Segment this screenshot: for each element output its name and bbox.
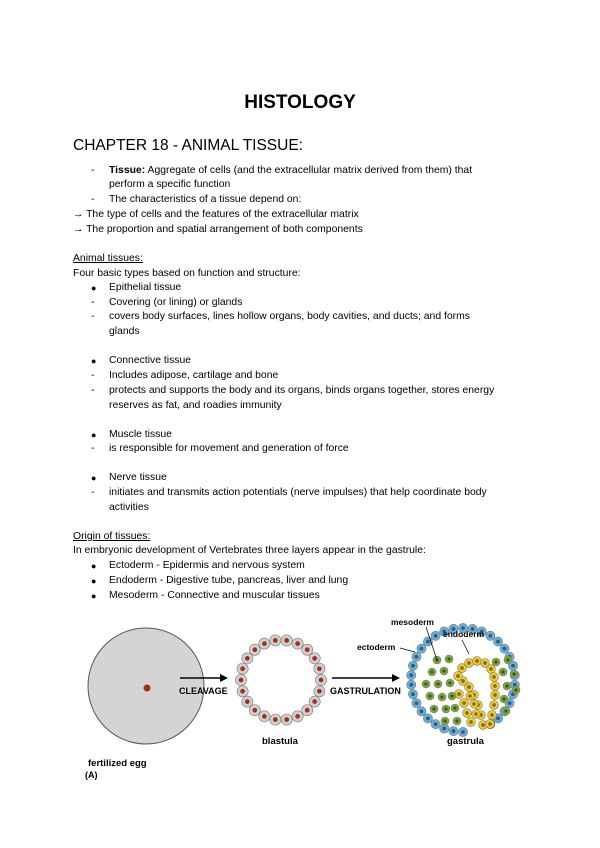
bullet-icon: ● (91, 473, 97, 483)
ectoderm-cell-nucleus (415, 655, 419, 659)
ectoderm-cell-nucleus (411, 692, 415, 696)
connective-d2a: protects and supports the body and its organs, binds organs together, stores energy (109, 385, 495, 396)
mesoderm-cell-nucleus (512, 672, 515, 675)
panel-label: (A) (85, 770, 98, 780)
list-dash: - (91, 487, 95, 498)
characteristics-text: The characteristics of a tissue depend on: (109, 194, 302, 205)
blastula-cell-nucleus (240, 689, 245, 694)
ectoderm-cell-nucleus (409, 683, 413, 687)
ectoderm-cell-nucleus (411, 664, 415, 668)
endoderm-cell-nucleus (457, 692, 461, 696)
origin-item-endoderm: Endoderm - Digestive tube, pancreas, liver and lung (109, 575, 349, 586)
endoderm-cell-nucleus (472, 702, 476, 706)
endoderm-cell-nucleus (468, 694, 472, 698)
endoderm-cell-nucleus (493, 693, 497, 697)
mesoderm-cell-nucleus (442, 669, 445, 672)
endoderm-cell-nucleus (461, 679, 465, 683)
list-dash: - (91, 297, 95, 308)
tissue-term: Tissue: (109, 165, 146, 176)
arrow-line-1: → The type of cells and the features of the extracellular matrix (73, 209, 359, 220)
animal-tissues-intro: Four basic types based on function and structure: (73, 268, 301, 279)
tissue-definition-cont: perform a specific function (109, 179, 231, 190)
mesoderm-cell-nucleus (424, 682, 427, 685)
list-dash: - (91, 385, 95, 396)
mesoderm-cell-nucleus (494, 660, 497, 663)
blastula-cell-nucleus (239, 678, 244, 683)
chapter-heading: CHAPTER 18 - ANIMAL TISSUE: (73, 137, 303, 154)
ectoderm-label: ectoderm (357, 642, 396, 652)
animal-tissues-heading: Animal tissues: (73, 253, 143, 264)
ectoderm-cell-nucleus (452, 729, 456, 733)
endoderm-cell-nucleus (474, 712, 478, 716)
origin-item-ectoderm: Ectoderm - Epidermis and nervous system (109, 560, 305, 571)
mesoderm-cell-nucleus (501, 670, 504, 673)
mesoderm-cell-nucleus (444, 707, 447, 710)
page-title: HISTOLOGY (244, 92, 356, 113)
blastula (235, 635, 326, 725)
bullet-icon: ● (91, 283, 97, 293)
ectoderm-cell-nucleus (409, 673, 413, 677)
nerve-d1b: activities (109, 502, 149, 513)
endoderm-cell-nucleus (467, 661, 471, 665)
blastula-cell-nucleus (319, 678, 324, 683)
gastrulation-label: GASTRULATION (330, 686, 401, 696)
connective-d2b: reserves as fat, and roadies immunity (109, 400, 282, 411)
ectoderm-cell-nucleus (415, 701, 419, 705)
mesoderm-cell-nucleus (447, 657, 450, 660)
epithelial-name: Epithelial tissue (109, 282, 182, 293)
blastula-cell-nucleus (312, 656, 317, 661)
list-dash: - (91, 311, 95, 322)
ectoderm-cell-nucleus (442, 727, 446, 731)
bullet-icon: ● (91, 561, 97, 571)
bullet-icon: ● (91, 430, 97, 440)
list-dash: - (91, 194, 95, 205)
endoderm-cell-nucleus (483, 661, 487, 665)
cleavage-arrowhead (220, 674, 228, 682)
fertilized-egg-label: fertilized egg (88, 758, 147, 769)
blastula-cell-nucleus (245, 699, 250, 704)
arrow-line-2: → The proportion and spatial arrangement of both components (73, 224, 363, 235)
connective-name: Connective tissue (109, 355, 192, 366)
mesoderm-cell-nucleus (455, 719, 458, 722)
tissue-definition-text: Aggregate of cells (and the extracellular matrix derived from them) that (147, 165, 473, 176)
endoderm-cell-nucleus (489, 667, 493, 671)
endoderm-cell-nucleus (488, 722, 492, 726)
endoderm-cell-nucleus (469, 720, 473, 724)
cleavage-label: CLEAVAGE (179, 686, 228, 696)
list-dash: - (91, 165, 95, 176)
ectoderm-pointer (400, 648, 415, 652)
blastula-cell-nucleus (295, 714, 300, 719)
gastrulation-arrowhead (392, 674, 400, 682)
epithelial-d2a: covers body surfaces, lines hollow organs, body cavities, and ducts; and forms (109, 311, 470, 322)
ectoderm-cell-nucleus (420, 647, 424, 651)
endoderm-cell-nucleus (475, 659, 479, 663)
mesoderm-cell-nucleus (502, 697, 505, 700)
endoderm-pointer (462, 640, 469, 654)
blastula-cell-nucleus (317, 689, 322, 694)
endoderm-cell-nucleus (490, 713, 494, 717)
mesoderm-cell-nucleus (506, 658, 509, 661)
blastula-cell-nucleus (240, 666, 245, 671)
mesoderm-cell-nucleus (440, 695, 443, 698)
blastula-cell-nucleus (245, 656, 250, 661)
endoderm-cell-nucleus (465, 711, 469, 715)
endoderm-cell-nucleus (492, 675, 496, 679)
endoderm-label: endoderm (443, 629, 485, 639)
blastula-cell-nucleus (284, 717, 289, 722)
endoderm-cell-nucleus (456, 674, 460, 678)
ectoderm-cell-nucleus (496, 640, 500, 644)
ectoderm-cell-nucleus (496, 716, 500, 720)
nerve-d1a: initiates and transmits action potentials (nerve impulses) that help coordinate body (109, 487, 487, 498)
bullet-icon: ● (91, 591, 97, 601)
endoderm-cell-nucleus (481, 723, 485, 727)
ectoderm-cell-nucleus (434, 722, 438, 726)
ectoderm-cell-nucleus (511, 664, 515, 668)
nerve-name: Nerve tissue (109, 472, 167, 483)
blastula-cell-nucleus (284, 638, 289, 643)
epithelial-d1: Covering (or lining) or glands (109, 297, 243, 308)
mesoderm-cell-nucleus (453, 706, 456, 709)
ectoderm-cell-nucleus (434, 634, 438, 638)
list-dash: - (91, 443, 95, 454)
ectoderm-cell-nucleus (508, 701, 512, 705)
mesoderm-cell-nucleus (443, 719, 446, 722)
epithelial-d2b: glands (109, 326, 140, 337)
mesoderm-cell-nucleus (428, 694, 431, 697)
mesoderm-cell-nucleus (504, 709, 507, 712)
gastrula (407, 623, 520, 736)
list-dash: - (91, 370, 95, 381)
connective-d1: Includes adipose, cartilage and bone (109, 370, 279, 381)
blastula-cell-nucleus (317, 666, 322, 671)
blastula-cell-nucleus (262, 714, 267, 719)
blastula-cell-nucleus (252, 647, 257, 652)
mesoderm-cell-nucleus (514, 688, 517, 691)
bullet-icon: ● (91, 356, 97, 366)
mesoderm-cell-nucleus (450, 694, 453, 697)
egg-nucleus (144, 685, 151, 692)
mesoderm-cell-nucleus (505, 684, 508, 687)
mesoderm-cell-nucleus (436, 682, 439, 685)
blastula-cell-nucleus (252, 708, 257, 713)
blastula-cell-nucleus (295, 641, 300, 646)
endoderm-cell-nucleus (492, 703, 496, 707)
muscle-name: Muscle tissue (109, 429, 172, 440)
ectoderm-cell-nucleus (420, 709, 424, 713)
mesoderm-label: mesoderm (391, 617, 434, 627)
origin-item-mesoderm: Mesoderm - Connective and muscular tissues (109, 590, 320, 601)
origin-heading: Origin of tissues: (73, 531, 151, 542)
endoderm-cell-nucleus (462, 701, 466, 705)
blastula-cell-nucleus (305, 708, 310, 713)
mesoderm-cell-nucleus (430, 670, 433, 673)
blastula-label: blastula (262, 736, 298, 747)
ectoderm-cell-nucleus (461, 730, 465, 734)
ectoderm-cell-nucleus (426, 640, 430, 644)
blastula-cell-nucleus (262, 641, 267, 646)
endoderm-cell-nucleus (493, 684, 497, 688)
gastrula-label: gastrula (447, 736, 484, 747)
mesoderm-cell-nucleus (432, 707, 435, 710)
blastula-cell-nucleus (305, 647, 310, 652)
origin-intro: In embryonic development of Vertebrates three layers appear in the gastrule: (73, 545, 426, 556)
endoderm-cell-nucleus (467, 685, 471, 689)
endoderm-cell-nucleus (460, 666, 464, 670)
blastula-cell-nucleus (273, 717, 278, 722)
ectoderm-cell-nucleus (488, 634, 492, 638)
blastula-cell-nucleus (273, 638, 278, 643)
ectoderm-cell-nucleus (503, 647, 507, 651)
ectoderm-cell-nucleus (426, 716, 430, 720)
muscle-d1: is responsible for movement and generation of force (109, 443, 349, 454)
bullet-icon: ● (91, 576, 97, 586)
blastula-cell-nucleus (312, 699, 317, 704)
mesoderm-cell-nucleus (448, 681, 451, 684)
